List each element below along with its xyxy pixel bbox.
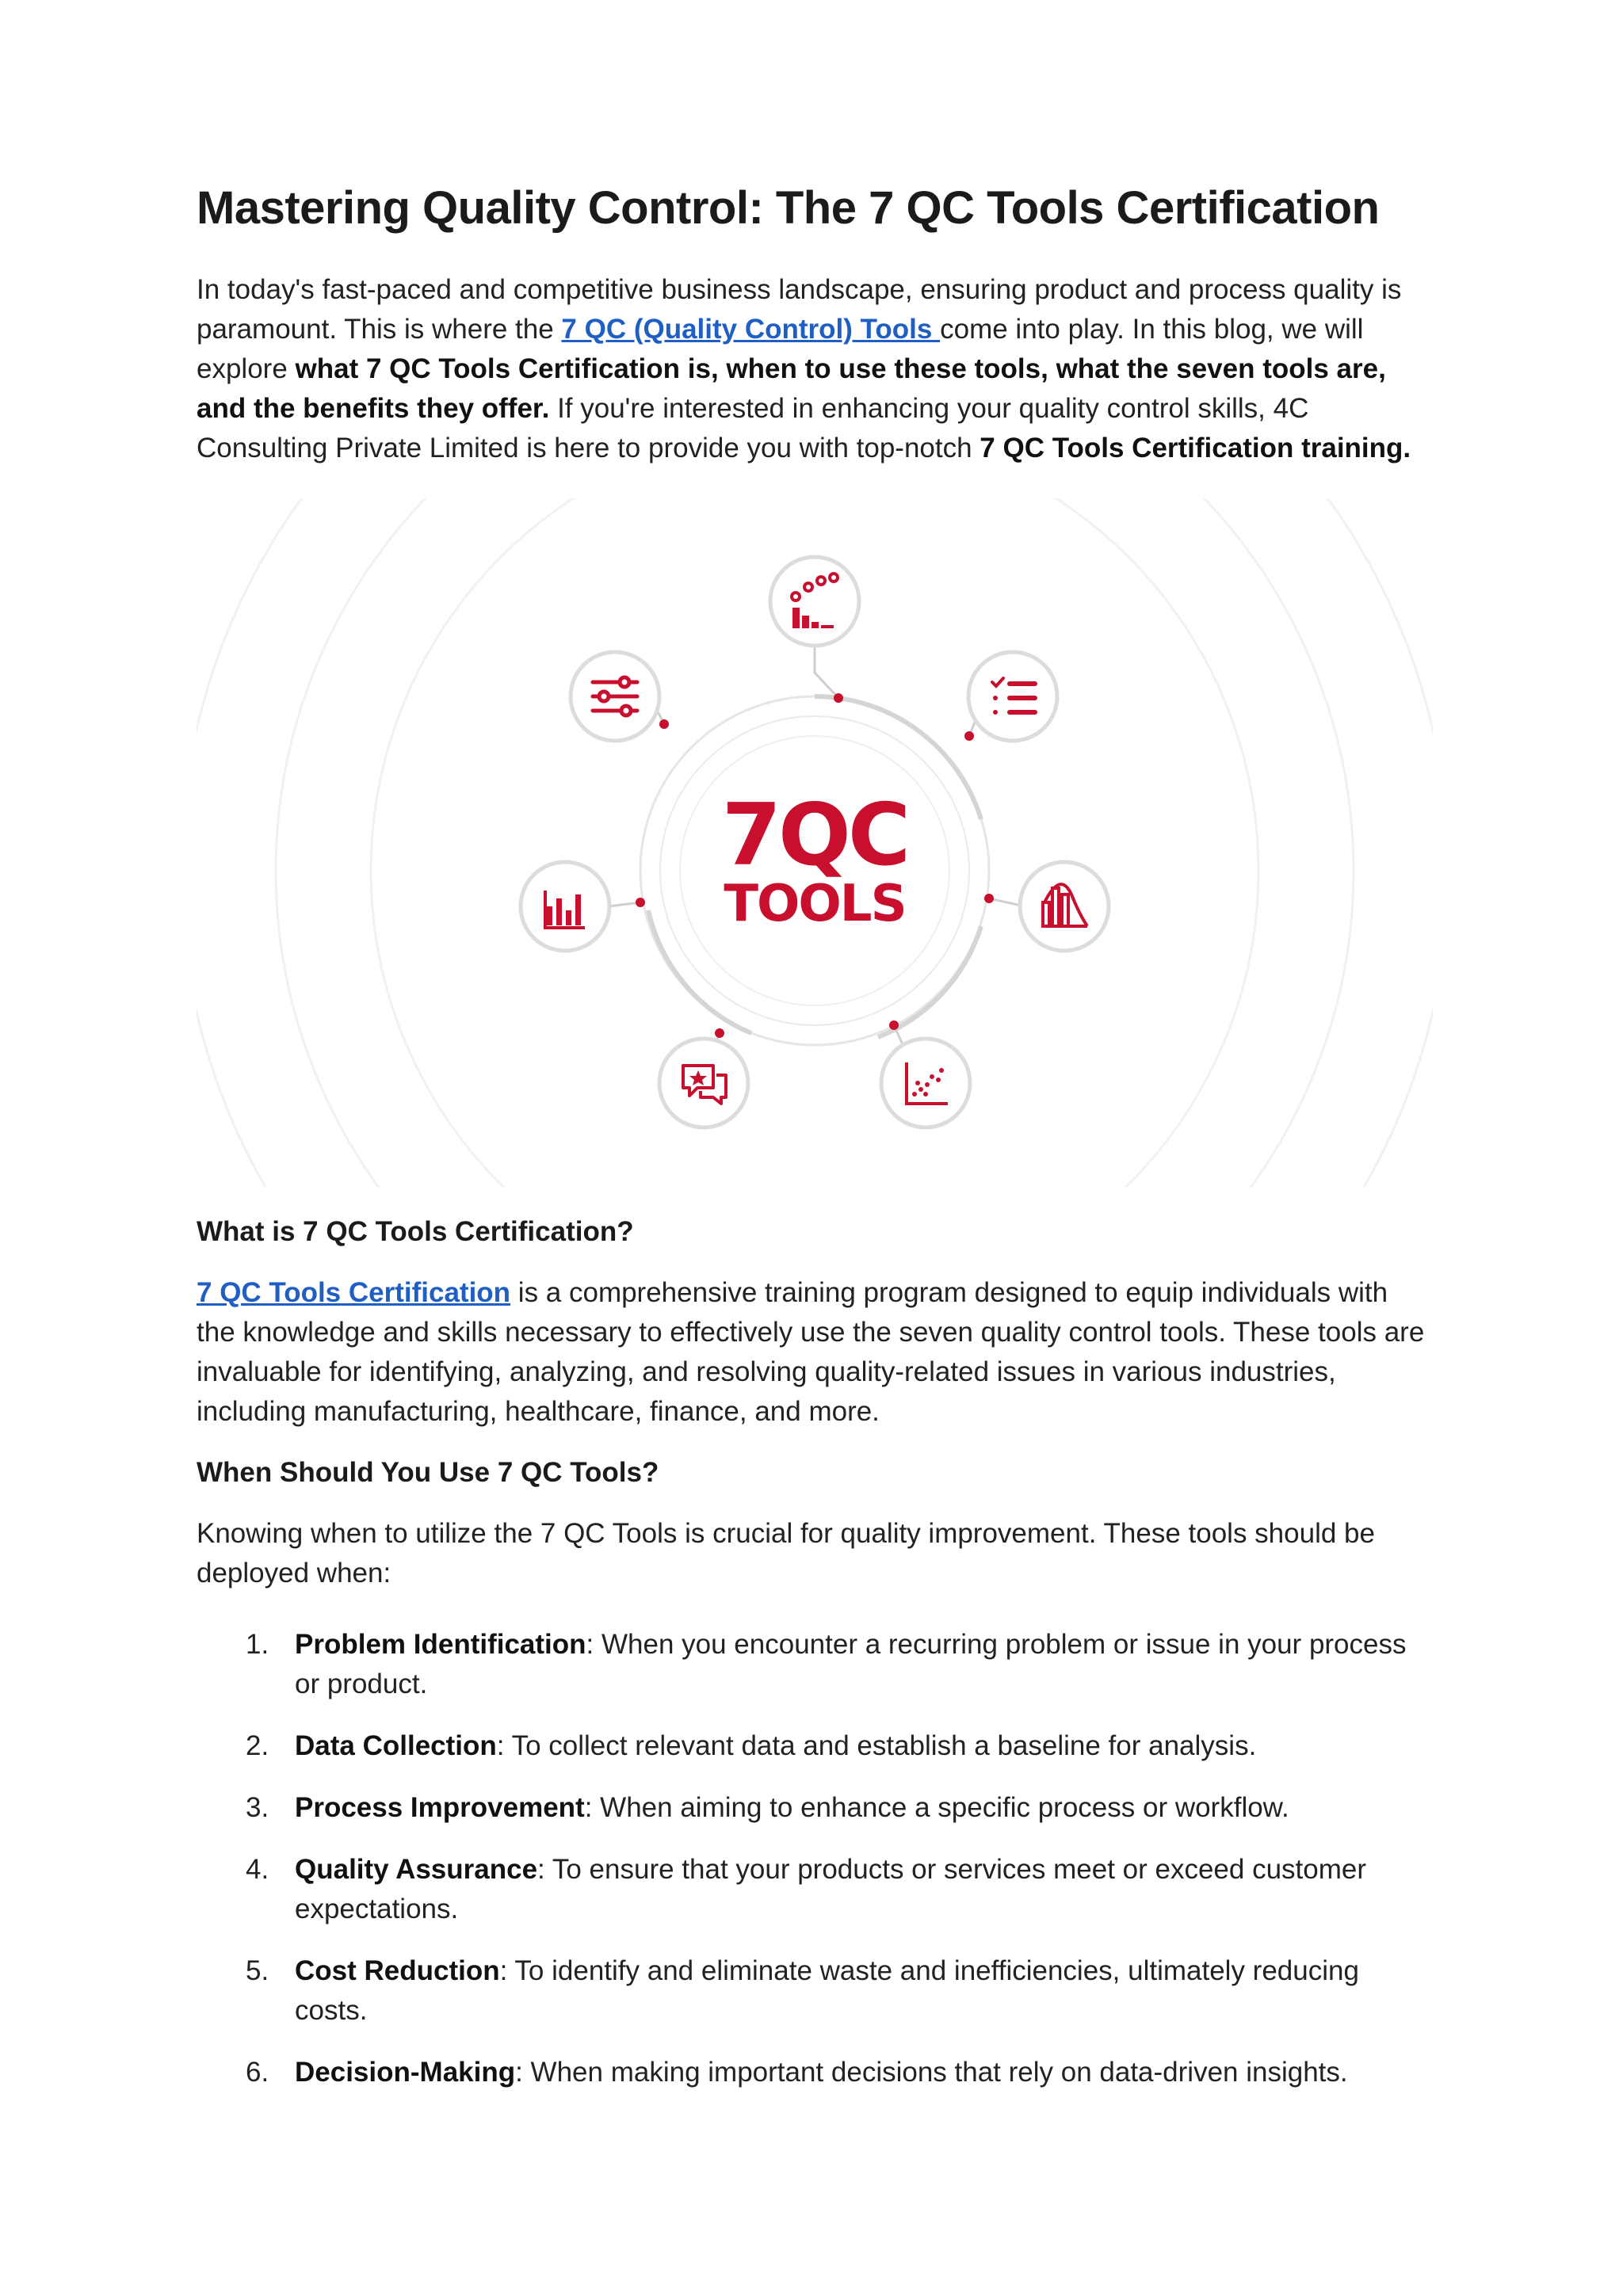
list-term: Quality Assurance [295, 1853, 538, 1885]
intro-text-3: If you're interested in enhancing your quality control skills, 4C Consulting Private Limited is here to provide you with top-notch [197, 392, 1309, 463]
list-item [197, 1788, 1433, 1828]
list-item [197, 2053, 1433, 2092]
control-chart-icon [770, 557, 859, 646]
intro-text-1: In today's fast-paced and competitive business landscape, ensuring product and process quality is paramount. This is where the [197, 273, 1402, 345]
list-number: 2. [246, 1730, 269, 1761]
list-number: 3. [246, 1791, 269, 1823]
scatter-diagram-icon [881, 1039, 970, 1127]
list-text: : When aiming to enhance a specific process or workflow. [584, 1791, 1289, 1823]
list-text: : When you encounter a recurring problem or issue in your process or product. [295, 1628, 1407, 1699]
list-item [197, 1625, 1433, 1704]
list-item [197, 1951, 1433, 2031]
intro-text-2: come into play. In this blog, we will explore [197, 313, 1364, 384]
intro-paragraph [197, 270, 1433, 468]
list-term: Problem Identification [295, 1628, 586, 1660]
list-term: Decision-Making [295, 2056, 516, 2088]
cause-effect-icon [659, 1039, 748, 1127]
list-number: 4. [246, 1853, 269, 1885]
center-title-7qc: 7QC [721, 785, 908, 885]
7-qc-certification-link[interactable]: 7 QC Tools Certification [197, 1276, 511, 1308]
page-title: Mastering Quality Control: The 7 QC Tools Certification [197, 182, 1380, 234]
document-page [197, 182, 1433, 2115]
list-term: Data Collection [295, 1730, 497, 1761]
list-term: Process Improvement [295, 1791, 585, 1823]
stratification-icon [571, 652, 659, 741]
list-text: : When making important decisions that rely on data-driven insights. [515, 2056, 1348, 2088]
7-qc-tools-link[interactable]: 7 QC (Quality Control) Tools [561, 313, 941, 345]
list-item [197, 1726, 1433, 1766]
section1-body: is a comprehensive training program designed to equip individuals with the knowledge and skills necessary to effectively use the seven quality control tools. These tools are invaluable for identifying, analyzing, and resolving quality-related issues in various industries, including manufacturing, healthcare, finance, and more. [197, 1276, 1425, 1427]
section2-paragraph: Knowing when to utilize the 7 QC Tools is crucial for quality improvement. These tools should be deployed when: [197, 1517, 1375, 1589]
usage-list [197, 1625, 1433, 2092]
check-sheet-icon [968, 652, 1057, 741]
7qc-tools-illustration [197, 498, 1433, 1188]
section1-heading: What is 7 QC Tools Certification? [197, 1215, 634, 1247]
list-text: : To ensure that your products or services meet or exceed customer expectations. [295, 1853, 1366, 1924]
list-number: 5. [246, 1955, 269, 1986]
list-number: 6. [246, 2056, 269, 2088]
histogram-icon [1020, 862, 1109, 951]
list-text: : To identify and eliminate waste and inefficiencies, ultimately reducing costs. [295, 1955, 1359, 2026]
pareto-chart-icon [521, 862, 609, 951]
intro-bold-2: 7 QC Tools Certification training. [980, 432, 1411, 463]
list-term: Cost Reduction [295, 1955, 500, 1986]
center-title-tools: TOOLS [724, 874, 906, 933]
section1-paragraph [197, 1273, 1433, 1432]
intro-bold-1: what 7 QC Tools Certification is, when to use these tools, what the seven tools are, and the benefits they offer. [197, 353, 1386, 424]
list-number: 1. [246, 1628, 269, 1660]
list-text: : To collect relevant data and establish a baseline for analysis. [496, 1730, 1257, 1761]
list-item [197, 1850, 1433, 1929]
section2-heading: When Should You Use 7 QC Tools? [197, 1456, 659, 1488]
